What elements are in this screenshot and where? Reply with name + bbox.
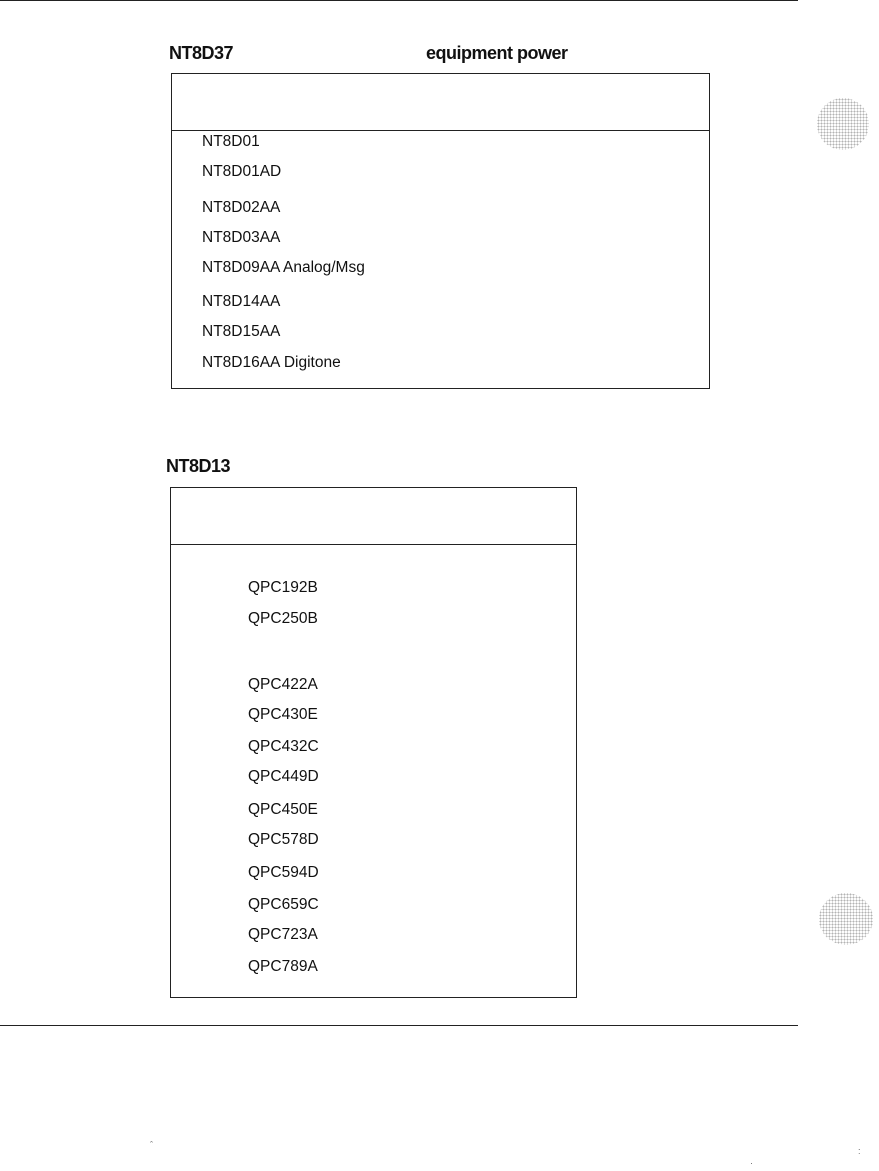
- table1-row: NT8D01AD: [202, 163, 282, 180]
- table1-row: NT8D15AA: [202, 323, 281, 340]
- table2-row: QPC789A: [248, 958, 318, 975]
- top-rule: [0, 0, 798, 1]
- binder-hole-mark-bottom: [819, 893, 873, 945]
- table1-caption-left: NT8D37: [169, 43, 234, 63]
- table1: [171, 73, 710, 389]
- table2-row: QPC659C: [248, 896, 319, 913]
- bottom-rule: [0, 1025, 798, 1026]
- table2-row: QPC594D: [248, 864, 319, 881]
- table2-row: QPC578D: [248, 831, 319, 848]
- table1-row: NT8D01: [202, 133, 260, 150]
- table1-row: NT8D02AA: [202, 199, 281, 216]
- table1-row: NT8D16AA Digitone: [202, 354, 341, 371]
- table2-row: QPC723A: [248, 926, 318, 943]
- table2-row: QPC422A: [248, 676, 318, 693]
- scan-speck: ˆ: [150, 1140, 153, 1150]
- table2-row: QPC449D: [248, 768, 319, 785]
- table1-caption-right: equipment power: [426, 43, 568, 63]
- table2-row: QPC432C: [248, 738, 319, 755]
- table2-row: QPC250B: [248, 610, 318, 627]
- table2-row: QPC430E: [248, 706, 318, 723]
- scan-speck: :: [858, 1146, 861, 1156]
- table1-header: [172, 74, 709, 131]
- binder-hole-mark-top: [817, 98, 869, 150]
- scan-speck: ·: [750, 1158, 753, 1168]
- table1-row: NT8D03AA: [202, 229, 281, 246]
- table2-caption: NT8D13: [166, 456, 231, 476]
- table2-header: [171, 488, 576, 545]
- table2-row: QPC192B: [248, 579, 318, 596]
- table1-row: NT8D14AA: [202, 293, 281, 310]
- table2-row: QPC450E: [248, 801, 318, 818]
- table1-row: NT8D09AA Analog/Msg: [202, 259, 365, 276]
- table2: [170, 487, 577, 998]
